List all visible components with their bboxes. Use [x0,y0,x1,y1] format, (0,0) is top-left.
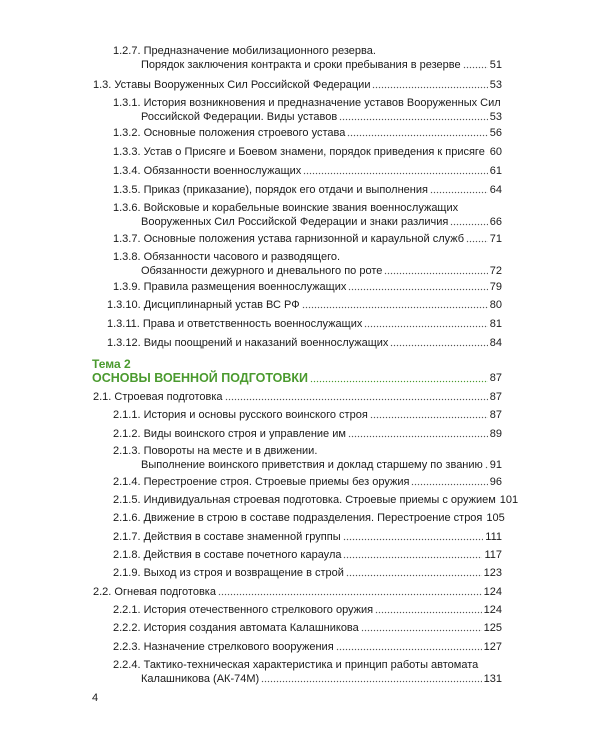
toc-entry [113,511,505,525]
toc-entry-text: 1.3.1. История возникновения и предназначение уставов Вооруженных Сил [113,97,501,109]
toc-entry [113,201,502,229]
toc-entry-text: Порядок заключения контракта и сроки пребывания в резерве [141,59,461,71]
toc-entry-text: Российской Федерации. Виды уставов [141,111,338,123]
page-ref: 60 [489,146,502,158]
page-ref: 87 [489,409,502,421]
page-ref: 131 [483,673,502,685]
toc-entry-text: 1.3. Уставы Вооруженных Сил Российской Федерации [93,79,371,91]
dot-leader [339,118,488,121]
dot-leader [375,611,481,614]
toc-entry [113,427,502,441]
toc-entry-text: 1.3.9. Правила размещения военнослужащих [113,281,347,293]
toc-entry-text: 1.3.5. Приказ (приказание), порядок его отдачи и выполнения [113,184,428,196]
toc-entry-text: 2.1.4. Перестроение строя. Строевые приемы без оружия [113,476,410,488]
section-label: Тема 2 [92,357,131,371]
dot-leader [466,240,488,243]
toc-entry-text: 2.2.3. Назначение стрелкового вооружения [113,641,334,653]
dot-leader [336,648,482,651]
section-title: ОСНОВЫ ВОЕННОЙ ПОДГОТОВКИ [92,371,309,385]
page-ref: 64 [489,184,502,196]
toc-entry [113,126,502,140]
dot-leader [348,288,487,291]
toc-entry [113,603,502,617]
page-ref: 84 [489,337,502,349]
page-ref: 91 [489,459,502,471]
toc-entry [113,44,502,72]
page-ref: 123 [483,567,502,579]
toc-entry-text: 2.2.4. Тактико-техническая характеристика и принцип работы автомата [113,659,479,671]
toc-entry-text: 1.3.10. Дисциплинарный устав ВС РФ [107,299,300,311]
toc-entry [113,444,502,472]
page-ref: 51 [489,59,502,71]
toc-entry [113,145,502,159]
toc-entry [113,658,502,686]
dot-leader [430,191,488,194]
toc-entry [113,493,519,507]
page-ref: 53 [489,111,502,123]
toc-entry [113,530,502,544]
page-ref: 125 [483,622,502,634]
toc-entry [113,96,502,124]
toc-entry-text: 2.1.6. Движение в строю в составе подразделения. Перестроение строя [113,512,483,524]
dot-leader [346,574,482,577]
toc-entry [113,566,502,580]
toc-entry [113,232,502,246]
toc-entry-text: Калашникова (АК-74М) [141,673,260,685]
page-ref: 96 [489,476,502,488]
toc-entry-text: 2.2.2. История создания автомата Калашникова [113,622,359,634]
page-ref: 89 [489,428,502,440]
page-ref: 87 [489,391,502,403]
page-ref: 105 [486,512,505,524]
section-heading [92,371,502,386]
toc-entry-text: Выполнение воинского приветствия и доклад старшему по званию [141,459,483,471]
toc-entry-text: 2.1. Строевая подготовка [93,391,223,403]
toc-entry [113,280,502,294]
toc-entry [113,548,502,562]
toc-entry [107,336,502,350]
page-ref: 81 [489,318,502,330]
toc-entry-text: 2.1.2. Виды воинского строя и управление им [113,428,346,440]
toc-entry-text: 2.1.1. История и основы русского воинского строя [113,409,368,421]
page-ref: 53 [489,79,502,91]
toc-entry [107,317,502,331]
toc-entry-text: 2.1.3. Повороты на месте и в движении. [113,445,318,457]
toc-entry-text: 1.2.7. Предназначение мобилизационного резерва. [113,45,376,57]
toc-entry-text: 1.3.4. Обязанности военнослужащих [113,165,302,177]
toc-entry [113,621,502,635]
page-ref: 61 [489,165,502,177]
toc-entry-text: 1.3.11. Права и ответственность военнослужащих [107,318,363,330]
page-ref: 117 [484,549,502,561]
toc-entry-text: 1.3.3. Устав о Присяге и Боевом знамени, порядок приведения к присяге [113,146,485,158]
toc-entry [107,298,502,312]
page-ref: 87 [489,372,502,384]
toc-entry-text: 2.1.7. Действия в составе знаменной группы [113,531,341,543]
page-ref: 127 [483,641,502,653]
dot-leader [225,398,488,401]
dot-leader [348,435,488,438]
page-ref: 71 [489,233,502,245]
dot-leader [310,380,488,383]
dot-leader [347,134,487,137]
dot-leader [218,593,482,596]
dot-leader [384,272,487,275]
page-ref: 111 [485,531,502,543]
toc-entry-text: 2.1.8. Действия в составе почетного караула [113,549,342,561]
toc-entry [93,390,502,404]
toc-entry-text: Вооруженных Сил Российской Федерации и знаки различия [141,216,449,228]
dot-leader [361,629,482,632]
dot-leader [390,344,487,347]
dot-leader [487,153,488,156]
toc-entry [113,183,502,197]
toc-entry-text: 2.1.9. Выход из строя и возвращение в строй [113,567,344,579]
dot-leader [261,680,481,683]
dot-leader [450,223,487,226]
dot-leader [302,306,488,309]
toc-entry-text: 2.2. Огневая подготовка [93,586,216,598]
page-ref: 72 [489,265,502,277]
toc-entry [113,408,502,422]
page-ref: 101 [499,494,519,506]
toc-entry-text: 1.3.6. Войсковые и корабельные воинские звания военнослужащих [113,202,459,214]
dot-leader [303,172,487,175]
toc-entry-text: 1.3.12. Виды поощрений и наказаний военнослужащих [107,337,389,349]
dot-leader [411,483,487,486]
toc-entry-text: 2.1.5. Индивидуальная строевая подготовка. Строевые приемы с оружием [113,494,496,506]
toc-entry [113,640,502,654]
page-ref: 56 [489,127,502,139]
dot-leader [463,66,488,69]
toc-entry [113,475,502,489]
toc-entry-text: Обязанности дежурного и дневального по роте [141,265,383,277]
page-number: 4 [92,692,99,704]
toc-entry [113,164,502,178]
toc-entry-text: 1.3.7. Основные положения устава гарнизонной и караульной служб [113,233,465,245]
toc-entry-text: 1.3.8. Обязанности часового и разводящего. [113,251,341,263]
dot-leader [370,416,488,419]
toc-entry-text: 1.3.2. Основные положения строевого устава [113,127,346,139]
toc-entry [93,585,502,599]
page-ref: 79 [489,281,502,293]
dot-leader [364,325,487,328]
page-ref: 124 [483,604,502,616]
page-ref: 80 [489,299,502,311]
dot-leader [343,556,482,559]
page-ref: 124 [483,586,502,598]
dot-leader [372,86,487,89]
toc-entry-text: 2.2.1. История отечественного стрелкового оружия [113,604,374,616]
page-ref: 66 [489,216,502,228]
dot-leader [343,538,484,541]
toc-entry [93,78,502,92]
toc-entry [113,250,502,278]
dot-leader [485,466,488,469]
